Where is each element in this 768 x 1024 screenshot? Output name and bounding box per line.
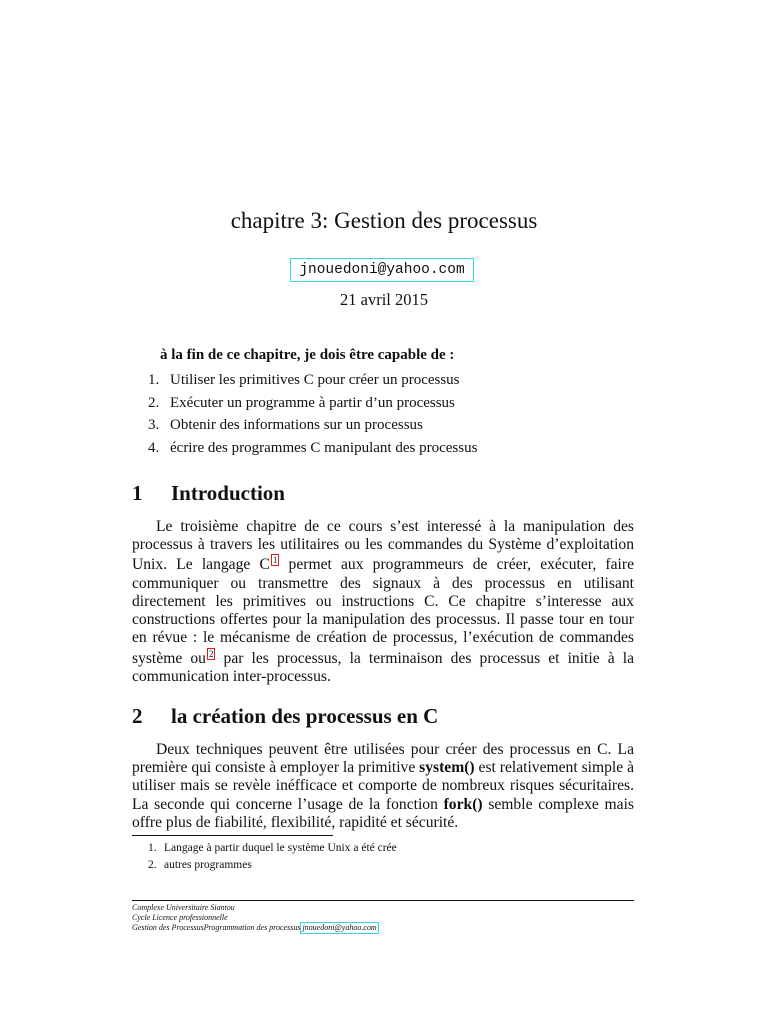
section-title: la création des processus en C (171, 704, 439, 728)
code-system: system() (419, 759, 475, 777)
section-title: Introduction (171, 481, 285, 505)
footer-institution: Complexe Universitaire Siantou (132, 903, 235, 912)
footnote-item: 1. Langage à partir duquel le système Unix a été crée (148, 842, 397, 854)
footer-email-link[interactable]: jnouedoni@yahoo.com (302, 923, 377, 932)
footer-course: Gestion des ProcessusProgrammation des processus jnouedoni@yahoo.com (132, 923, 377, 932)
section-heading-introduction (132, 481, 285, 506)
section-number: 1 (132, 481, 143, 505)
footnotes (148, 840, 397, 874)
list-item: 2. Exécuter un programme à partir d’un processus (148, 394, 455, 411)
goals-list (148, 369, 477, 459)
code-fork: fork() (443, 795, 483, 813)
document-date: 21 avril 2015 (340, 290, 428, 309)
author-email-link[interactable]: jnouedoni@yahoo.com (290, 258, 474, 282)
footer-divider (132, 900, 634, 901)
list-item: 4. écrire des programmes C manipulant des processus (148, 439, 478, 456)
section-number: 2 (132, 704, 143, 728)
list-item: 3. Obtenir des informations sur un processus (148, 417, 423, 433)
section-heading-creation (132, 704, 438, 729)
footnote-link-2[interactable]: 2 (208, 648, 214, 659)
footnote-divider (132, 835, 333, 836)
goals-heading: à la fin de ce chapitre, je dois être capable de : (160, 347, 455, 363)
footnote-link-1[interactable]: 1 (272, 555, 278, 566)
list-item: 1. Utiliser les primitives C pour créer un processus (148, 372, 460, 388)
document-title: chapitre 3: Gestion des processus (230, 208, 538, 233)
introduction-paragraph: Le troisième chapitre de ce cours s’est interessé à la manipulation des processus à travers les utilitaires ou les commandes du Système d’exploitation Unix. Le langage C 1 permet aux programmeurs de créer, exécuter, faire communiquer ou transmettre des signaux à des processus en utilisant directement les primitives ou instructions C. Ce chapitre s’interesse aux constructions offertes pour la manipulation des processus. Il passe tour en tour en révue : le mécanisme de création de processus, l’exécution de commandes système ou 2 par les processus, la terminaison des processus et initie à la communication inter-processus. (132, 518, 635, 685)
footnote-item: 2. autres programmes (148, 859, 252, 871)
page-footer (132, 903, 379, 934)
creation-paragraph: Deux techniques peuvent être utilisées pour créer des processus en C. La première qui consiste à employer la primitive system() est relativement simple à utiliser mais se revèle inéfficace et comporte de nombreux risques sécuritaires. La seconde qui concerne l’usage de la fonction fork() semble complexe mais offre plus de fiabilité, flexibilité, rapidité et sécurité. (132, 741, 634, 831)
footer-cycle: Cycle Licence professionnelle (132, 912, 228, 922)
